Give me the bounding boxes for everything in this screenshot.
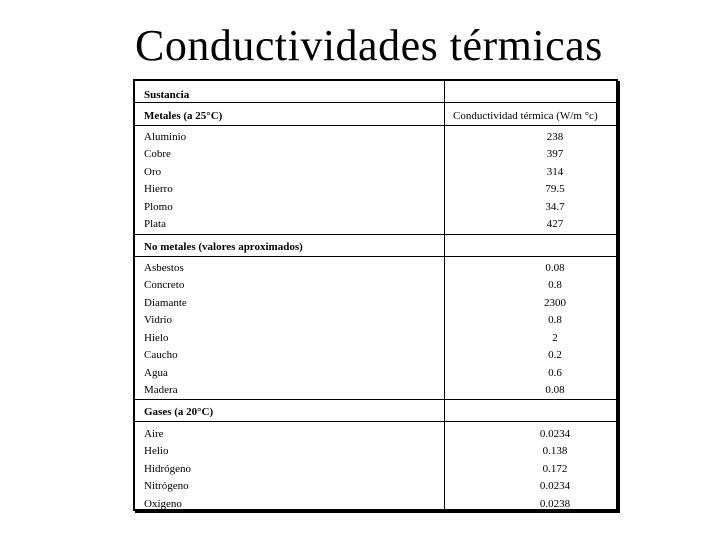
table-row-substance: Oxígeno	[144, 498, 182, 510]
table-row-substance: Vidrio	[144, 314, 173, 326]
row-divider	[135, 421, 616, 422]
table-row-substance: Caucho	[144, 349, 178, 361]
table-row-value: 0.0234	[539, 428, 571, 440]
table-row-value: 0.2	[548, 349, 562, 361]
table-row-value: 2300	[544, 297, 566, 309]
table-row-substance: Agua	[144, 367, 168, 379]
table-row-substance: Aluminio	[144, 131, 187, 143]
table-row-substance: Concreto	[144, 279, 185, 291]
conductivity-table	[133, 79, 618, 511]
table-row-value: 0.172	[542, 463, 568, 475]
row-divider	[135, 234, 616, 235]
table-row-value: 0.8	[548, 279, 562, 291]
column-label-conductivity: Conductividad térmica (W/m °c)	[453, 110, 598, 122]
table-row-value: 34.7	[545, 201, 565, 213]
table-row-substance: Hidrógeno	[144, 463, 192, 475]
table-row-value: 0.6	[548, 367, 562, 379]
table-row-substance: Asbestos	[144, 262, 184, 274]
table-row-value: 0.0238	[539, 498, 571, 510]
section-title-gases: Gases (a 20°C)	[144, 406, 214, 418]
row-divider	[135, 125, 616, 126]
table-row-substance: Aire	[144, 428, 164, 440]
table-row-value: 397	[546, 148, 564, 160]
table-row-value: 0.138	[542, 445, 568, 457]
table-row-value: 0.0234	[539, 480, 571, 492]
table-row-substance: Cobre	[144, 148, 171, 160]
table-row-value: 238	[546, 131, 564, 143]
table-row-value: 0.8	[548, 314, 562, 326]
table-row-substance: Plomo	[144, 201, 173, 213]
table-row-value: 79.5	[545, 183, 565, 195]
table-row-substance: Hierro	[144, 183, 173, 195]
table-row-substance: Nitrógeno	[144, 480, 189, 492]
table-row-value: 0.08	[545, 384, 565, 396]
table-header: Sustancia	[144, 89, 190, 101]
table-row-substance: Oro	[144, 166, 162, 178]
table-row-substance: Diamante	[144, 297, 187, 309]
page-title: Conductividades térmicas	[135, 21, 603, 70]
table-row-value: 427	[546, 218, 564, 230]
table-row-substance: Madera	[144, 384, 178, 396]
table-row-substance: Hielo	[144, 332, 169, 344]
table-row-substance: Plata	[144, 218, 166, 230]
section-title-metals: Metales (a 25°C)	[144, 110, 223, 122]
row-divider	[135, 102, 616, 103]
table-row-value: 314	[546, 166, 564, 178]
table-row-substance: Helio	[144, 445, 169, 457]
row-divider	[135, 256, 616, 257]
column-divider	[444, 81, 445, 511]
section-title-nonmetals: No metales (valores aproximados)	[144, 241, 303, 253]
table-row-value: 0.08	[545, 262, 565, 274]
table-row-value: 2	[552, 332, 558, 344]
row-divider	[135, 399, 616, 400]
